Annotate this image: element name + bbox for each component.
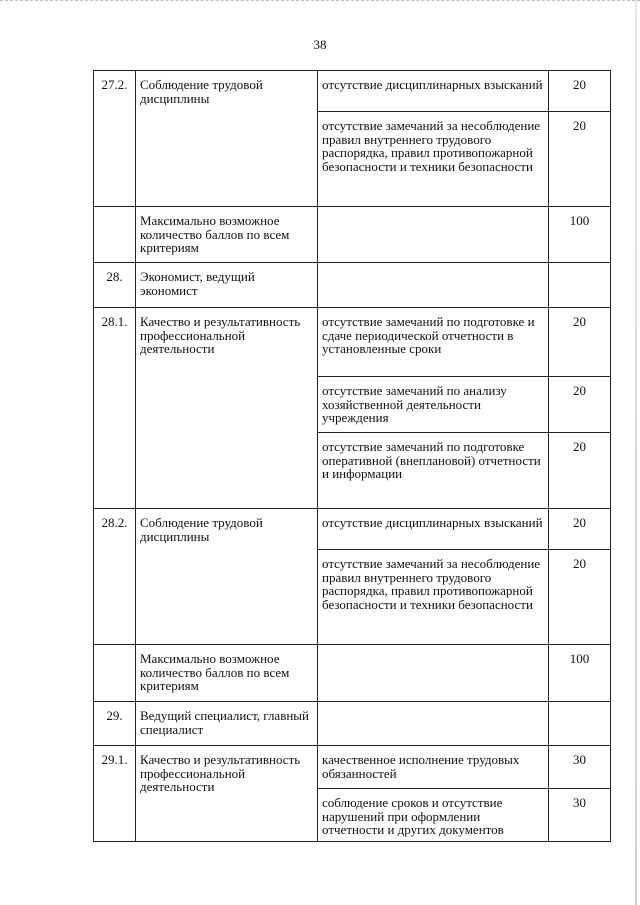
criterion-empty — [318, 702, 549, 746]
page-number: 38 — [313, 37, 327, 52]
criterion-empty — [318, 645, 549, 702]
table-row — [94, 509, 611, 550]
criterion-text: отсутствие замечаний по анализу хозяйственной деятельности учреждения — [318, 377, 549, 433]
criteria-table — [93, 70, 611, 842]
score-value: 20 — [549, 509, 611, 550]
max-total-label: Максимально возможное количество баллов по всем критериям — [136, 645, 318, 702]
table-row — [94, 645, 611, 702]
score-value: 30 — [549, 746, 611, 789]
item-number: 27.2. — [94, 71, 136, 207]
max-total-score: 100 — [549, 207, 611, 263]
indicator-name: Соблюдение трудовой дисциплины — [136, 509, 318, 645]
item-number: 28.2. — [94, 509, 136, 645]
score-empty — [549, 702, 611, 746]
indicator-name: Качество и результативность профессиональной деятельности — [136, 308, 318, 509]
item-number-empty — [94, 645, 136, 702]
scan-edge-right — [635, 0, 637, 905]
table-row — [94, 702, 611, 746]
position-title: Экономист, ведущий экономист — [136, 263, 318, 308]
score-value: 30 — [549, 789, 611, 842]
criterion-text: соблюдение сроков и отсутствие нарушений при оформлении отчетности и других документов — [318, 789, 549, 842]
score-value: 20 — [549, 550, 611, 645]
score-value: 20 — [549, 112, 611, 207]
position-title: Ведущий специалист, главный специалист — [136, 702, 318, 746]
criterion-text: отсутствие дисциплинарных взысканий — [318, 71, 549, 112]
indicator-name: Соблюдение трудовой дисциплины — [136, 71, 318, 207]
item-number: 28. — [94, 263, 136, 308]
indicator-name: Качество и результативность профессиональной деятельности — [136, 746, 318, 842]
criterion-text: отсутствие дисциплинарных взысканий — [318, 509, 549, 550]
score-value: 20 — [549, 433, 611, 509]
criterion-text: качественное исполнение трудовых обязанностей — [318, 746, 549, 789]
table-row — [94, 207, 611, 263]
score-value: 20 — [549, 71, 611, 112]
table-row — [94, 746, 611, 789]
score-value: 20 — [549, 308, 611, 377]
criterion-empty — [318, 263, 549, 308]
item-number: 29.1. — [94, 746, 136, 842]
max-total-score: 100 — [549, 645, 611, 702]
score-value: 20 — [549, 377, 611, 433]
criterion-text: отсутствие замечаний за несоблюдение правил внутреннего трудового распорядка, правил противопожарной безопасности и техники безопасности — [318, 550, 549, 645]
item-number: 28.1. — [94, 308, 136, 509]
table-row — [94, 263, 611, 308]
criterion-empty — [318, 207, 549, 263]
criterion-text: отсутствие замечаний за несоблюдение правил внутреннего трудового распорядка, правил противопожарной безопасности и техники безопасности — [318, 112, 549, 207]
table-row — [94, 71, 611, 112]
item-number: 29. — [94, 702, 136, 746]
max-total-label: Максимально возможное количество баллов по всем критериям — [136, 207, 318, 263]
scan-edge-top — [0, 0, 640, 7]
item-number-empty — [94, 207, 136, 263]
criterion-text: отсутствие замечаний по подготовке и сдаче периодической отчетности в установленные сроки — [318, 308, 549, 377]
criterion-text: отсутствие замечаний по подготовке оперативной (внеплановой) отчетности и информации — [318, 433, 549, 509]
table-row — [94, 308, 611, 377]
score-empty — [549, 263, 611, 308]
